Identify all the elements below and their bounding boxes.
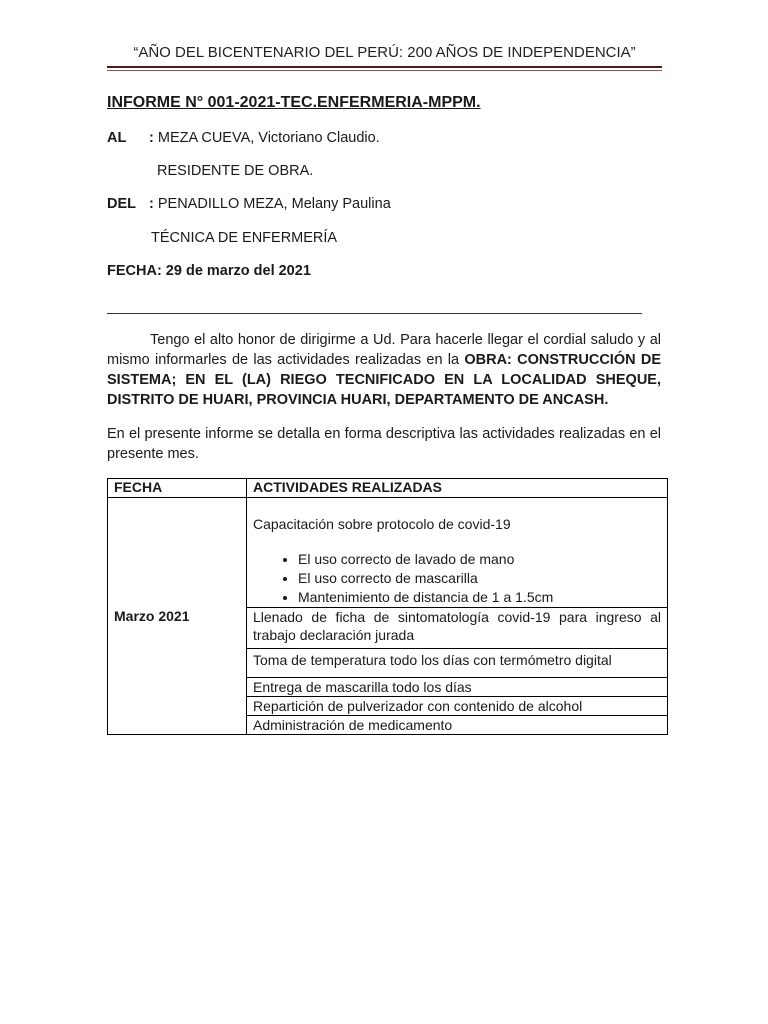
sender-colon: :: [149, 196, 158, 212]
header-fecha: FECHA: [108, 479, 247, 498]
table-row: [108, 498, 668, 608]
training-cell: [247, 498, 668, 608]
training-title: Capacitación sobre protocolo de covid-19: [253, 516, 511, 532]
detail-paragraph: En el presente informe se detalla en forma descriptiva las actividades realizadas en el presente mes.: [107, 426, 661, 462]
fecha-cell: Marzo 2021: [108, 498, 247, 735]
report-date: FECHA: 29 de marzo del 2021: [107, 263, 311, 279]
activity-cell: Llenado de ficha de sintomatología covid-19 para ingreso al trabajo declaración jurada: [247, 608, 668, 649]
table-header-row: [108, 479, 668, 498]
addressee-role: RESIDENTE DE OBRA.: [157, 163, 314, 179]
addressee-label: AL: [107, 130, 127, 146]
separator-line: [107, 313, 642, 314]
activity-cell: Toma de temperatura todo los días con termómetro digital: [247, 649, 668, 678]
project-name: OBRA: CONSTRUCCIÓN DE SISTEMA; EN EL (LA) RIEGO TECNIFICADO EN LA LOCALIDAD SHEQUE, DISTRITO DE HUARI, PROVINCIA HUARI, DEPARTAMENTO DE ANCASH.: [107, 352, 661, 408]
intro-paragraph: [107, 330, 661, 410]
activity-cell: Administración de medicamento: [247, 716, 668, 735]
sender-row: [107, 196, 391, 212]
header-rule: [107, 66, 662, 68]
sender-name: PENADILLO MEZA, Melany Paulina: [157, 196, 391, 212]
header-activities: ACTIVIDADES REALIZADAS: [247, 479, 668, 498]
activities-table: [107, 478, 668, 735]
sender-role: TÉCNICA DE ENFERMERÍA: [151, 230, 338, 246]
activity-cell: Repartición de pulverizador con contenido de alcohol: [247, 697, 668, 716]
intro-text: Tengo el alto honor de dirigirme a Ud. Para hacerle llegar el cordial saludo y al mismo informarles de las actividades realizadas en la: [107, 332, 661, 368]
header-motto: “AÑO DEL BICENTENARIO DEL PERÚ: 200 AÑOS DE INDEPENDENCIA”: [133, 44, 636, 61]
addressee-colon: :: [149, 130, 158, 146]
sender-label: DEL: [107, 196, 136, 212]
list-item: • El uso correcto de lavado de mano: [298, 550, 661, 569]
training-list: [253, 550, 661, 607]
header-rule-accent: [107, 70, 662, 71]
addressee-row: [107, 130, 380, 146]
list-item: • Mantenimiento de distancia de 1 a 1.5cm: [298, 588, 661, 607]
report-title: INFORME N° 001-2021-TEC.ENFERMERIA-MPPM.: [107, 94, 481, 111]
addressee-name: MEZA CUEVA, Victoriano Claudio.: [157, 130, 380, 146]
list-item: • El uso correcto de mascarilla: [298, 569, 661, 588]
activity-cell: Entrega de mascarilla todo los días: [247, 678, 668, 697]
